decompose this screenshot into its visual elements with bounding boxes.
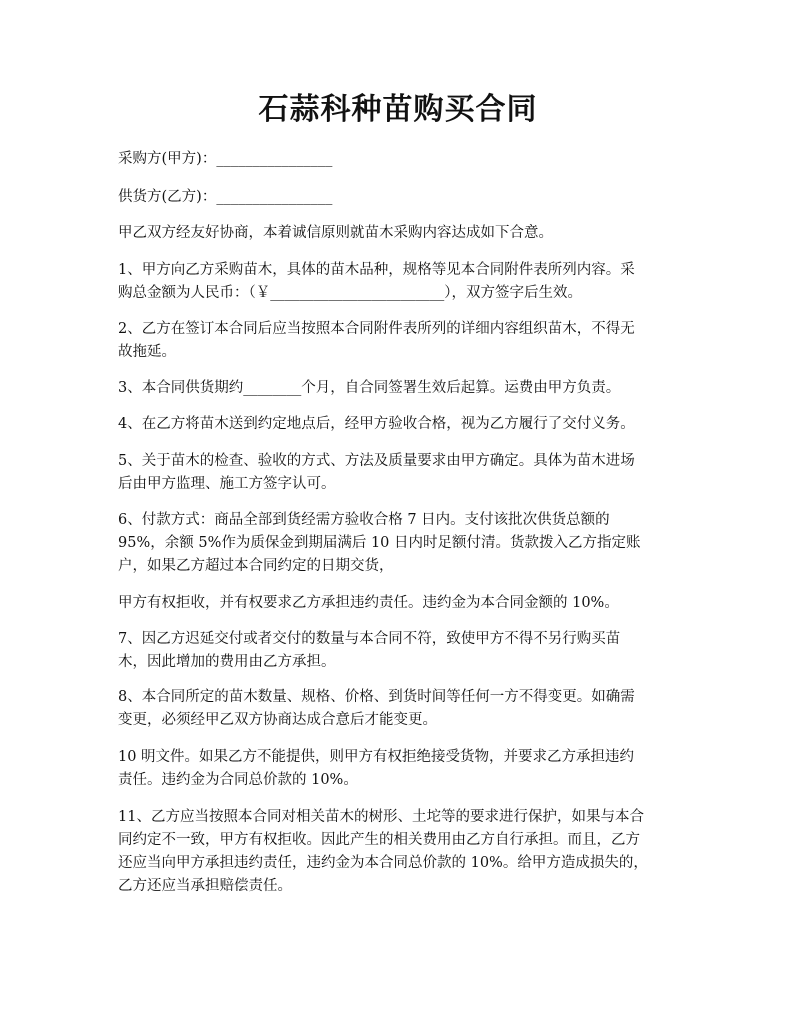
clause-5-line: 5、关于苗木的检查、验收的方式、方法及质量要求由甲方确定。具体为苗木进场 [118, 453, 635, 469]
clause-8-line: 变更，必须经甲乙双方协商达成合意后才能变更。 [118, 712, 437, 728]
clause-5 [118, 450, 698, 496]
supplier-line-text: 供货方(乙方)：________________ [118, 189, 333, 205]
supplier-line [118, 186, 698, 209]
clause-11-line: 还应当向甲方承担违约责任，违约金为本合同总价款的 10%。给甲方造成损失的， [118, 855, 648, 871]
clause-2 [118, 318, 698, 364]
clause-11-line: 11、乙方应当按照本合同对相关苗木的树形、土坨等的要求进行保护，如果与本合 [118, 809, 644, 825]
clause-1 [118, 259, 698, 305]
clause-10 [118, 746, 698, 792]
clause-7-line: 木，因此增加的费用由乙方承担。 [118, 654, 336, 670]
intro-paragraph [118, 222, 698, 245]
clause-8 [118, 686, 698, 732]
clause-10-line: 责任。违约金为合同总价款的 10%。 [118, 772, 358, 788]
clause-6-line: 95%，余额 5%作为质保金到期届满后 10 日内时足额付清。货款拨入乙方指定账 [118, 535, 641, 551]
clause-3-line: 3、本合同供货期约________个月，自合同签署生效后起算。运费由甲方负责。 [118, 380, 621, 396]
clause-4-line: 4、在乙方将苗木送到约定地点后，经甲方验收合格，视为乙方履行了交付义务。 [118, 416, 635, 432]
clause-5-line: 后由甲方监理、施工方签字认可。 [118, 476, 336, 492]
clause-1-line: 购总金额为人民币：（￥________________________），双方签字后生效。 [118, 285, 582, 301]
buyer-line [118, 148, 698, 171]
clause-6-continued-line: 甲方有权拒收，并有权要求乙方承担违约责任。违约金为本合同金额的 10%。 [118, 595, 619, 611]
clause-11-line: 乙方还应当承担赔偿责任。 [118, 878, 292, 894]
clause-6-continued [118, 592, 698, 615]
clause-1-line: 1、甲方向乙方采购苗木，具体的苗木品种，规格等见本合同附件表所列内容。采 [118, 262, 635, 278]
clause-4 [118, 413, 698, 436]
clause-11-line: 同约定不一致，甲方有权拒收。因此产生的相关费用由乙方自行承担。而且，乙方 [118, 832, 640, 848]
clause-11 [118, 806, 698, 898]
clause-6 [118, 509, 698, 578]
clause-7-line: 7、因乙方迟延交付或者交付的数量与本合同不符，致使甲方不得不另行购买苗 [118, 631, 621, 647]
intro-text: 甲乙双方经友好协商，本着诚信原则就苗木采购内容达成如下合意。 [118, 225, 553, 241]
clause-3 [118, 377, 698, 400]
clause-7 [118, 628, 698, 674]
clause-2-line: 故拖延。 [118, 344, 176, 360]
clause-10-line: 10 明文件。如果乙方不能提供，则甲方有权拒绝接受货物，并要求乙方承担违约 [118, 749, 635, 765]
clause-6-line: 户，如果乙方超过本合同约定的日期交货， [118, 558, 394, 574]
contract-title: 石蒜科种苗购买合同 [258, 92, 538, 127]
clause-8-line: 8、本合同所定的苗木数量、规格、价格、到货时间等任何一方不得变更。如确需 [118, 689, 635, 705]
clause-6-line: 6、付款方式：商品全部到货经需方验收合格 7 日内。支付该批次供货总额的 [118, 512, 610, 528]
clause-2-line: 2、乙方在签订本合同后应当按照本合同附件表所列的详细内容组织苗木，不得无 [118, 321, 635, 337]
buyer-line-text: 采购方(甲方)：________________ [118, 151, 333, 167]
